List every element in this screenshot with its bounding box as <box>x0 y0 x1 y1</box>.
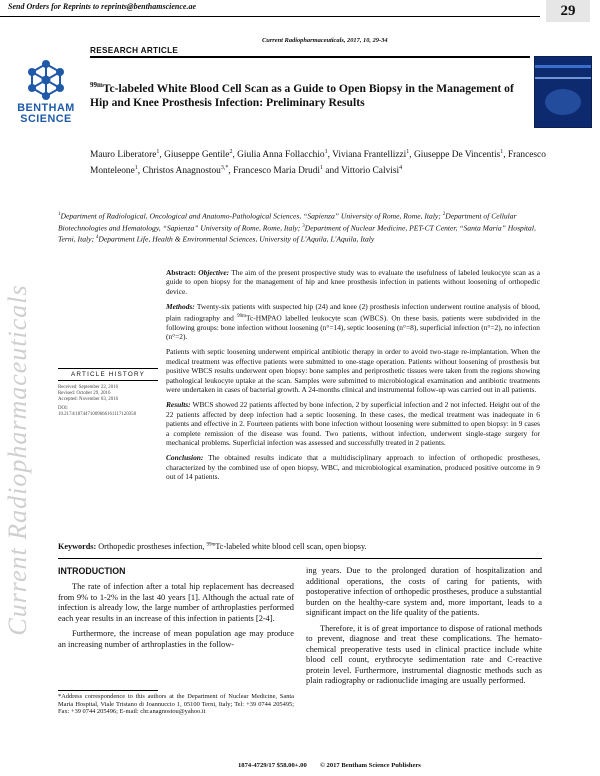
intro-paragraph-4: Therefore, it is of great importance to dispose of rational methods to prevent, diagnose and treat these complications. The hemato-chemical preoperative tests used in clinical practice include white blood cell count, erythrocyte sedimentation rate and C-reactive protein level. Furthermore, instrumental diagnostic methods such as plain radiography or radionuclide imaging are usually performed. <box>306 623 542 685</box>
cover-stripe <box>535 77 591 79</box>
accepted-date: Accepted: November 03, 2016 <box>58 397 119 402</box>
author-affiliation-marker: 1 <box>134 164 138 171</box>
affiliation-marker: 2 <box>442 212 446 217</box>
journal-watermark <box>0 160 38 760</box>
abstract <box>166 268 540 488</box>
doi-label: DOI: <box>58 406 69 411</box>
publisher-name-line1: BENTHAM <box>17 102 75 114</box>
affiliation-text: Department of Radiological, Oncological and Anatomo-Pathological Sciences, “Sapienza” University of Rome, Rome, Italy; <box>60 211 443 221</box>
keywords-label: Keywords: <box>58 542 97 551</box>
keywords-text-a: Orthopedic prostheses infection, <box>98 542 207 551</box>
cover-stripe <box>535 65 591 68</box>
section-rule <box>90 56 530 58</box>
methods-text-a: Twenty-six patients with suspected hip (24) and knee (2) prosthesis infection underwent routine analysis of blood, plain radiography and <box>166 302 540 323</box>
publisher-name <box>6 103 86 125</box>
author-name: Francesco Maria Drudi <box>233 165 321 176</box>
author-name: Mauro Liberatore <box>90 150 157 161</box>
article-title <box>90 78 530 110</box>
publisher-name-line2: SCIENCE <box>20 113 72 125</box>
journal-citation: Current Radiopharmaceuticals, 2017, 10, 29-34 <box>262 37 388 44</box>
body-column-right <box>306 566 542 687</box>
article-history <box>58 368 158 418</box>
methods-text-b: Tc-HMPAO labelled leukocyte scan (WBCS). On these basis, patients were subdivided in the following groups: bone infection without loosening (n°=14), septic loosening (n°=8), superficial infection (n°=2), no infection (n°=2). <box>166 313 540 341</box>
conclusion-text: The obtained results indicate that a multidisciplinary approach to infection of orthopedic prostheses, characterized by the combined use of open biopsy, WBC, and microbiological examination, produced positive outcome in 9 out of 14 patients. <box>166 453 541 482</box>
molecule-icon <box>6 58 86 104</box>
affiliation-text: Department of Cellular Biotechnologies and Hematology, “Sapienza” University of Rome, Rome, Italy; <box>58 211 517 233</box>
page-footer <box>238 762 538 769</box>
author-name: Christos Anagnostou <box>142 165 221 176</box>
title-isotope-superscript: 99m <box>90 81 103 89</box>
author-affiliation-marker: 4 <box>399 164 403 171</box>
author-affiliation-marker: 1 <box>320 164 324 171</box>
correspondence-footnote: *Address correspondence to this authors at the Department of Nuclear Medicine, Santa Maria Hospital, Viale Tristano di Joannuccio 1, 05100 Terni, Italy; Tel: +39 0744 205495; Fax: +39 0744 205496; E-mail: chr.anagnostou@yahoo.it <box>58 693 294 716</box>
author-list: Mauro Liberatore$^1$, Giuseppe Gentile$^2$, Giulia Anna Follacchio$^1$, Viviana Frantellizzi$^1$, Giuseppe De Vincentis$^1$, Francesco Monteleone$^1$, Christos Anagnostou$^{3,*}$, Francesco Maria Drudi$^1$ and Vittorio Calvisi$^4$ <box>90 149 546 176</box>
page-number: 29 <box>546 0 590 22</box>
article-history-header: ARTICLE HISTORY <box>58 368 158 381</box>
title-text: Tc-labeled White Blood Cell Scan as a Guide to Open Biopsy in the Management of Hip and Knee Prosthesis Infection: Preliminary Results <box>90 81 514 109</box>
keywords-text-b: Tc-labeled white blood cell scan, open biopsy. <box>215 542 367 551</box>
copyright: © 2017 Bentham Science Publishers <box>319 762 421 769</box>
author-name: Giuseppe De Vincentis <box>413 150 501 161</box>
journal-cover-thumbnail <box>534 56 592 128</box>
cover-graphic <box>545 89 581 115</box>
results-label: Results: <box>166 400 191 410</box>
abstract-label: Abstract: <box>166 268 196 277</box>
intro-paragraph-2: Furthermore, the increase of mean population age may produce an increasing number of arthroplasties in the follow- <box>58 629 294 649</box>
keywords-superscript: 99m <box>206 542 216 548</box>
author-affiliation-marker: 3,* <box>220 164 229 171</box>
affiliation-marker: 1 <box>58 212 61 217</box>
conclusion-label: Conclusion: <box>166 453 204 463</box>
footnote-rule <box>58 690 158 691</box>
doi-link[interactable]: 10.2174/1874471009666161117120358 <box>58 412 137 417</box>
affiliation-text: Department Life, Health & Environmental Sciences, University of L'Aquila, L'Aquila, Italy <box>98 234 375 244</box>
top-rule <box>0 16 540 17</box>
methods-label: Methods: <box>166 302 195 312</box>
author-name: Giulia Anna Follacchio <box>237 150 325 161</box>
keywords-rule <box>58 558 542 559</box>
affiliations <box>58 210 544 245</box>
objective-text: The aim of the present prospective study was to evaluate the usefulness of labeled leukocyte scan as a guide to open biopsy for the management of hip and knee prosthesis infection in patients without loosening of orthopedic device. <box>166 268 540 296</box>
author-name: Vittorio Calvisi <box>341 165 400 176</box>
intro-paragraph-3: ing years. Due to the prolonged duration of hospitalization and additional operations, the costs of caring for patients, with postoperative infection of orthopedic prostheses, produce a substantial burden on the healthy-care system and, more important, leads to a significant impact on the life quality of the patients. <box>306 566 542 617</box>
author-affiliation-marker: 1 <box>500 149 504 155</box>
author-name: Francesco Monteleone <box>90 150 546 176</box>
results-text: WBCS showed 22 patients affected by bone infection, 2 by superficial infection and 2 not infected. Height out of the 22 patients affected by deep infection had a septic loosening. In these cases, the medical treatment was inadequate in 6 patients and effective in 2. Fourteen patients with bone infection without loosening were submitted to open biopsy: in 9 cases a complete remission of the disease was found. Two patients, without infection, underwent single-stage surgery for mechanical problems. Superficial infection was assessed and successfully treated in 2 patients. <box>166 400 540 447</box>
introduction-heading: INTRODUCTION <box>58 566 126 576</box>
affiliation-marker: 3 <box>302 223 305 229</box>
section-label: RESEARCH ARTICLE <box>90 46 179 55</box>
author-name: Viviana Frantellizzi <box>332 150 407 161</box>
revised-date: Revised: October 29, 2016 <box>58 391 111 396</box>
author-affiliation-marker: 1 <box>156 149 160 155</box>
objective-label: Objective: <box>198 268 230 277</box>
methods-paragraph-2: Patients with septic loosening underwent empirical antibiotic therapy in order to avoid two-stage re-implantation. When the medical treatment was effective patients were submitted to one-stage operation. Patients without loosening of prosthesis but positive WBCS results underwent open biopsy: bone samples and periprosthetic tissues were taken from the regions showing pathological leukocyte uptake at the scan. Samples were submitted to microbiological examination and antibiotic treatments were undertaken in cases of bacterial growth. A 24-months clinical and instrumental follow-up was carried out in all patients. <box>166 347 540 394</box>
affiliation-marker: 4 <box>95 235 99 241</box>
journal-watermark-text: Current Radiopharmaceuticals <box>3 284 32 636</box>
keywords <box>58 542 542 551</box>
author-affiliation-marker: 1 <box>406 149 410 155</box>
author-affiliation-marker: 1 <box>324 149 328 155</box>
methods-superscript: 99m <box>237 313 247 319</box>
issn-price: 1874-4729/17 $58.00+.00 <box>238 762 307 769</box>
reprints-notice: Send Orders for Reprints to reprints@benthamscience.ae <box>8 2 196 11</box>
body-column-left <box>58 582 294 650</box>
intro-paragraph-1: The rate of infection after a total hip replacement has decreased from 9% to 1-2% in the last 40 years [1]. Although the actual rate of infection is already low, the large number of arthroplasties performed each year results in an increase of this infection in patients [2-4]. <box>58 582 294 623</box>
author-affiliation-marker: 2 <box>229 149 233 155</box>
affiliation-text: Department of Nuclear Medicine, PET-CT Center, “Santa Maria” Hospital, Terni, Italy; <box>58 223 536 244</box>
received-date: Received: September 22, 2016 <box>58 385 119 390</box>
author-name: Giuseppe Gentile <box>164 150 230 161</box>
